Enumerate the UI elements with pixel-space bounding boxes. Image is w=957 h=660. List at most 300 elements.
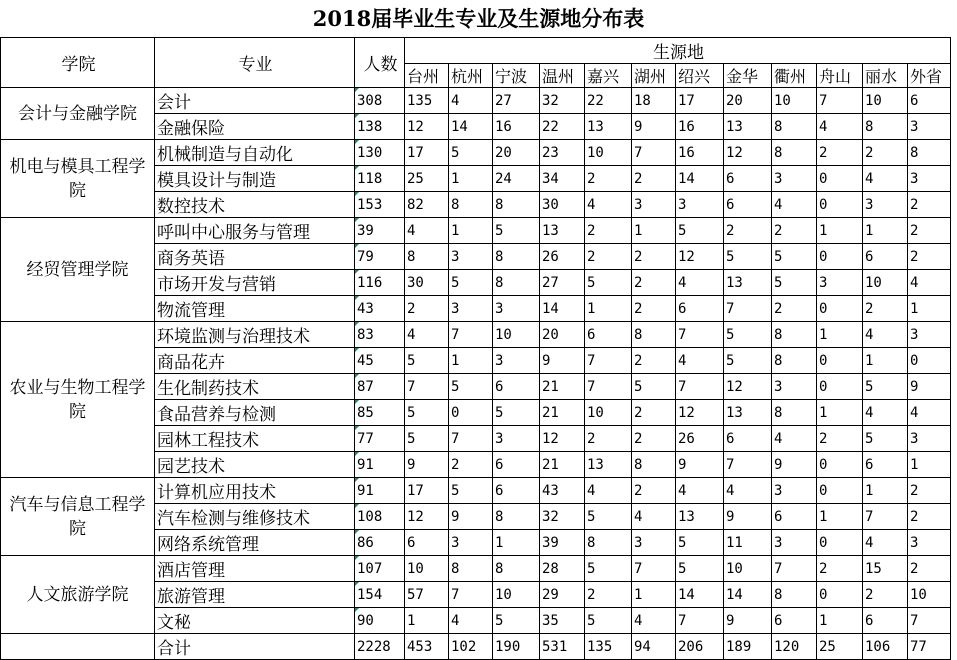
cell-marker-icon: [355, 140, 359, 144]
major-cell: 文秘: [155, 608, 355, 634]
region-value-cell: 2: [908, 478, 951, 504]
region-value-cell: 2: [863, 296, 908, 322]
count-value: 39: [357, 222, 374, 239]
count-value: 79: [357, 248, 374, 265]
region-value-cell: 8: [772, 322, 817, 348]
region-value-cell: 8: [493, 556, 540, 582]
region-value-cell: 22: [540, 114, 585, 140]
region-value-cell: 6: [585, 322, 632, 348]
region-value-cell: 4: [676, 478, 724, 504]
region-value-cell: 5: [724, 322, 772, 348]
region-value-cell: 3: [772, 374, 817, 400]
region-value-cell: 13: [540, 218, 585, 244]
region-value-cell: 3: [772, 530, 817, 556]
region-value-cell: 7: [772, 556, 817, 582]
region-value-cell: 2: [817, 556, 863, 582]
region-value-cell: 13: [724, 400, 772, 426]
cell-marker-icon: [355, 348, 359, 352]
count-cell: [355, 504, 405, 530]
region-value-cell: 3: [817, 270, 863, 296]
region-value-cell: 5: [772, 244, 817, 270]
region-value-cell: 6: [863, 244, 908, 270]
region-value-cell: 4: [863, 166, 908, 192]
distribution-table: [0, 37, 951, 660]
region-value-cell: 2: [908, 192, 951, 218]
table-row: [1, 218, 951, 244]
total-region-cell: 453: [405, 634, 449, 660]
cell-marker-icon: [355, 192, 359, 196]
count-cell: [355, 114, 405, 140]
count-cell: [355, 296, 405, 322]
college-cell: 汽车与信息工程学院: [1, 478, 155, 556]
region-header: 金华: [724, 64, 772, 88]
region-value-cell: 21: [540, 452, 585, 478]
region-value-cell: 18: [632, 88, 676, 114]
region-value-cell: 8: [405, 244, 449, 270]
college-cell: 会计与金融学院: [1, 88, 155, 140]
college-cell: 机电与模具工程学院: [1, 140, 155, 218]
region-value-cell: 15: [863, 556, 908, 582]
region-value-cell: 21: [540, 400, 585, 426]
region-value-cell: 6: [863, 452, 908, 478]
region-value-cell: 22: [585, 88, 632, 114]
region-value-cell: 11: [724, 530, 772, 556]
major-cell: 汽车检测与维修技术: [155, 504, 355, 530]
count-cell: [355, 140, 405, 166]
header-major: 专业: [155, 38, 355, 88]
region-value-cell: 29: [540, 582, 585, 608]
region-value-cell: 12: [405, 114, 449, 140]
region-value-cell: 6: [772, 608, 817, 634]
count-cell: [355, 556, 405, 582]
total-region-cell: 190: [493, 634, 540, 660]
cell-marker-icon: [355, 374, 359, 378]
region-value-cell: 14: [540, 296, 585, 322]
region-value-cell: 5: [676, 218, 724, 244]
region-value-cell: 7: [585, 374, 632, 400]
region-value-cell: 2: [585, 426, 632, 452]
region-value-cell: 10: [493, 322, 540, 348]
region-value-cell: 9: [540, 348, 585, 374]
region-value-cell: 2: [632, 270, 676, 296]
total-region-cell: 106: [863, 634, 908, 660]
region-value-cell: 14: [676, 582, 724, 608]
region-value-cell: 2: [908, 244, 951, 270]
region-value-cell: 5: [405, 348, 449, 374]
region-header: 温州: [540, 64, 585, 88]
region-value-cell: 2: [632, 348, 676, 374]
region-value-cell: 3: [493, 348, 540, 374]
region-value-cell: 27: [493, 88, 540, 114]
major-cell: 会计: [155, 88, 355, 114]
cell-marker-icon: [355, 478, 359, 482]
region-value-cell: 7: [724, 296, 772, 322]
region-value-cell: 0: [817, 192, 863, 218]
region-value-cell: 9: [724, 608, 772, 634]
count-value: 153: [357, 196, 383, 213]
region-value-cell: 6: [676, 296, 724, 322]
total-region-cell: 25: [817, 634, 863, 660]
header-origin: 生源地: [405, 38, 951, 64]
region-value-cell: 12: [676, 244, 724, 270]
region-value-cell: 3: [908, 530, 951, 556]
region-value-cell: 1: [863, 478, 908, 504]
major-cell: 网络系统管理: [155, 530, 355, 556]
region-value-cell: 2: [724, 218, 772, 244]
region-value-cell: 9: [405, 452, 449, 478]
region-value-cell: 5: [724, 244, 772, 270]
region-value-cell: 3: [908, 166, 951, 192]
region-value-cell: 30: [405, 270, 449, 296]
region-value-cell: 3: [908, 426, 951, 452]
region-value-cell: 8: [772, 348, 817, 374]
region-value-cell: 1: [817, 608, 863, 634]
region-value-cell: 5: [449, 374, 493, 400]
count-value: 91: [357, 456, 374, 473]
count-cell: [355, 400, 405, 426]
region-value-cell: 9: [908, 374, 951, 400]
region-value-cell: 0: [817, 582, 863, 608]
region-value-cell: 0: [817, 296, 863, 322]
region-value-cell: 2: [908, 218, 951, 244]
region-value-cell: 3: [632, 192, 676, 218]
region-value-cell: 8: [493, 244, 540, 270]
region-value-cell: 14: [676, 166, 724, 192]
region-value-cell: 4: [585, 192, 632, 218]
region-value-cell: 4: [908, 400, 951, 426]
region-header: 宁波: [493, 64, 540, 88]
region-value-cell: 12: [405, 504, 449, 530]
count-value: 130: [357, 144, 383, 161]
region-value-cell: 10: [863, 88, 908, 114]
region-value-cell: 20: [540, 322, 585, 348]
region-value-cell: 4: [632, 608, 676, 634]
region-value-cell: 7: [449, 322, 493, 348]
table-row: [1, 322, 951, 348]
region-value-cell: 5: [585, 504, 632, 530]
region-value-cell: 1: [493, 530, 540, 556]
region-value-cell: 4: [449, 608, 493, 634]
region-value-cell: 8: [632, 322, 676, 348]
region-value-cell: 7: [405, 374, 449, 400]
region-value-cell: 8: [493, 504, 540, 530]
cell-marker-icon: [355, 114, 359, 118]
region-value-cell: 4: [449, 88, 493, 114]
count-cell: [355, 166, 405, 192]
major-cell: 食品营养与检测: [155, 400, 355, 426]
region-value-cell: 10: [772, 88, 817, 114]
count-cell: [355, 608, 405, 634]
table-row: [1, 478, 951, 504]
region-value-cell: 27: [540, 270, 585, 296]
cell-marker-icon: [355, 504, 359, 508]
region-value-cell: 2: [585, 582, 632, 608]
region-value-cell: 1: [817, 322, 863, 348]
total-region-cell: 135: [585, 634, 632, 660]
region-value-cell: 34: [540, 166, 585, 192]
total-region-cell: 531: [540, 634, 585, 660]
region-value-cell: 6: [724, 166, 772, 192]
count-value: 138: [357, 118, 383, 135]
table-row: [1, 140, 951, 166]
table-title: 2018届毕业生专业及生源地分布表: [312, 6, 645, 31]
region-value-cell: 13: [585, 452, 632, 478]
region-value-cell: 2: [772, 296, 817, 322]
region-value-cell: 2: [817, 140, 863, 166]
region-header: 外省: [908, 64, 951, 88]
region-value-cell: 6: [772, 504, 817, 530]
region-value-cell: 4: [676, 270, 724, 296]
region-value-cell: 4: [676, 348, 724, 374]
region-value-cell: 7: [817, 88, 863, 114]
count-cell: [355, 478, 405, 504]
region-value-cell: 4: [405, 322, 449, 348]
region-value-cell: 13: [676, 504, 724, 530]
total-row: [1, 634, 951, 660]
count-cell: [355, 374, 405, 400]
region-value-cell: 5: [676, 556, 724, 582]
region-value-cell: 12: [676, 400, 724, 426]
region-value-cell: 8: [585, 530, 632, 556]
region-value-cell: 5: [632, 374, 676, 400]
count-value: 107: [357, 560, 383, 577]
cell-marker-icon: [355, 452, 359, 456]
major-cell: 生化制药技术: [155, 374, 355, 400]
cell-marker-icon: [355, 530, 359, 534]
region-value-cell: 7: [676, 322, 724, 348]
region-value-cell: 10: [863, 270, 908, 296]
region-value-cell: 8: [863, 114, 908, 140]
count-value: 116: [357, 274, 383, 291]
region-value-cell: 5: [585, 608, 632, 634]
region-value-cell: 4: [405, 218, 449, 244]
region-value-cell: 4: [817, 114, 863, 140]
count-value: 45: [357, 352, 374, 369]
region-value-cell: 5: [449, 478, 493, 504]
region-value-cell: 5: [585, 556, 632, 582]
region-value-cell: 2: [632, 296, 676, 322]
cell-marker-icon: [355, 244, 359, 248]
region-value-cell: 9: [449, 504, 493, 530]
region-value-cell: 1: [863, 348, 908, 374]
region-value-cell: 14: [449, 114, 493, 140]
region-value-cell: 24: [493, 166, 540, 192]
region-value-cell: 13: [724, 114, 772, 140]
region-header: 衢州: [772, 64, 817, 88]
major-cell: 物流管理: [155, 296, 355, 322]
region-value-cell: 3: [449, 296, 493, 322]
region-value-cell: 2: [585, 218, 632, 244]
region-value-cell: 8: [772, 140, 817, 166]
region-value-cell: 4: [863, 322, 908, 348]
region-value-cell: 6: [405, 530, 449, 556]
major-cell: 呼叫中心服务与管理: [155, 218, 355, 244]
region-value-cell: 8: [493, 270, 540, 296]
cell-marker-icon: [355, 218, 359, 222]
total-region-cell: 102: [449, 634, 493, 660]
region-value-cell: 5: [493, 400, 540, 426]
region-value-cell: 10: [724, 556, 772, 582]
region-value-cell: 1: [585, 296, 632, 322]
region-value-cell: 9: [632, 114, 676, 140]
count-value: 85: [357, 404, 374, 421]
count-value: 108: [357, 508, 383, 525]
region-value-cell: 3: [676, 192, 724, 218]
region-value-cell: 4: [863, 530, 908, 556]
region-value-cell: 20: [493, 140, 540, 166]
region-value-cell: 4: [863, 400, 908, 426]
region-value-cell: 0: [817, 374, 863, 400]
total-region-cell: 77: [908, 634, 951, 660]
region-value-cell: 1: [817, 218, 863, 244]
region-value-cell: 7: [908, 608, 951, 634]
region-value-cell: 2: [863, 140, 908, 166]
region-value-cell: 3: [632, 530, 676, 556]
major-cell: 模具设计与制造: [155, 166, 355, 192]
header-college: 学院: [1, 38, 155, 88]
region-value-cell: 5: [449, 270, 493, 296]
major-cell: 机械制造与自动化: [155, 140, 355, 166]
region-value-cell: 12: [724, 374, 772, 400]
total-region-cell: 120: [772, 634, 817, 660]
region-value-cell: 10: [405, 556, 449, 582]
count-cell: [355, 192, 405, 218]
region-value-cell: 10: [585, 400, 632, 426]
region-value-cell: 6: [493, 452, 540, 478]
region-value-cell: 2: [772, 218, 817, 244]
region-value-cell: 5: [676, 530, 724, 556]
region-value-cell: 3: [493, 426, 540, 452]
region-value-cell: 8: [772, 582, 817, 608]
major-cell: 计算机应用技术: [155, 478, 355, 504]
region-value-cell: 8: [772, 114, 817, 140]
count-value: 308: [357, 92, 383, 109]
count-value: 43: [357, 300, 374, 317]
region-value-cell: 5: [405, 400, 449, 426]
region-value-cell: 7: [632, 140, 676, 166]
region-value-cell: 3: [449, 244, 493, 270]
region-value-cell: 5: [405, 426, 449, 452]
region-value-cell: 1: [908, 296, 951, 322]
major-cell: 金融保险: [155, 114, 355, 140]
college-cell: 农业与生物工程学院: [1, 322, 155, 478]
count-cell: [355, 348, 405, 374]
region-value-cell: 3: [493, 296, 540, 322]
region-value-cell: 0: [817, 166, 863, 192]
region-value-cell: 23: [540, 140, 585, 166]
region-value-cell: 2: [817, 426, 863, 452]
table-row: [1, 88, 951, 114]
region-value-cell: 35: [540, 608, 585, 634]
region-value-cell: 9: [724, 504, 772, 530]
region-value-cell: 8: [449, 192, 493, 218]
region-value-cell: 3: [908, 114, 951, 140]
region-value-cell: 1: [863, 218, 908, 244]
count-cell: [355, 88, 405, 114]
region-value-cell: 1: [449, 348, 493, 374]
region-value-cell: 1: [405, 608, 449, 634]
region-value-cell: 17: [405, 140, 449, 166]
region-value-cell: 39: [540, 530, 585, 556]
region-value-cell: 2: [632, 426, 676, 452]
region-value-cell: 20: [724, 88, 772, 114]
total-region-cell: 189: [724, 634, 772, 660]
region-header: 舟山: [817, 64, 863, 88]
cell-marker-icon: [355, 270, 359, 274]
region-value-cell: 17: [676, 88, 724, 114]
region-value-cell: 1: [632, 582, 676, 608]
region-value-cell: 2: [632, 244, 676, 270]
region-header: 杭州: [449, 64, 493, 88]
region-value-cell: 1: [817, 400, 863, 426]
region-header: 嘉兴: [585, 64, 632, 88]
region-value-cell: 30: [540, 192, 585, 218]
region-value-cell: 4: [772, 192, 817, 218]
major-cell: 商务英语: [155, 244, 355, 270]
region-value-cell: 7: [632, 556, 676, 582]
region-value-cell: 28: [540, 556, 585, 582]
college-cell: 人文旅游学院: [1, 556, 155, 634]
region-value-cell: 7: [676, 608, 724, 634]
region-value-cell: 8: [632, 452, 676, 478]
total-count: 2228: [355, 634, 405, 660]
region-value-cell: 25: [405, 166, 449, 192]
region-value-cell: 1: [449, 166, 493, 192]
count-value: 77: [357, 430, 374, 447]
count-cell: [355, 582, 405, 608]
region-value-cell: 0: [817, 478, 863, 504]
region-value-cell: 135: [405, 88, 449, 114]
region-value-cell: 7: [585, 348, 632, 374]
header-count: 人数: [355, 38, 405, 88]
cell-marker-icon: [355, 166, 359, 170]
region-value-cell: 10: [585, 140, 632, 166]
count-value: 83: [357, 326, 374, 343]
region-value-cell: 0: [817, 244, 863, 270]
region-value-cell: 0: [908, 348, 951, 374]
count-value: 118: [357, 170, 383, 187]
count-cell: [355, 218, 405, 244]
region-value-cell: 26: [676, 426, 724, 452]
cell-marker-icon: [355, 608, 359, 612]
region-value-cell: 57: [405, 582, 449, 608]
region-value-cell: 16: [493, 114, 540, 140]
region-value-cell: 2: [863, 582, 908, 608]
region-value-cell: 2: [585, 244, 632, 270]
region-value-cell: 16: [676, 114, 724, 140]
cell-marker-icon: [355, 400, 359, 404]
cell-marker-icon: [355, 556, 359, 560]
count-cell: [355, 452, 405, 478]
major-cell: 市场开发与营销: [155, 270, 355, 296]
major-cell: 旅游管理: [155, 582, 355, 608]
region-value-cell: 1: [908, 452, 951, 478]
major-cell: 园林工程技术: [155, 426, 355, 452]
region-value-cell: 2: [632, 400, 676, 426]
region-value-cell: 6: [908, 88, 951, 114]
region-value-cell: 10: [908, 582, 951, 608]
region-value-cell: 8: [493, 192, 540, 218]
region-value-cell: 6: [493, 478, 540, 504]
region-value-cell: 7: [863, 504, 908, 530]
major-cell: 商品花卉: [155, 348, 355, 374]
count-value: 91: [357, 482, 374, 499]
region-value-cell: 3: [863, 192, 908, 218]
region-value-cell: 2: [632, 166, 676, 192]
region-value-cell: 0: [817, 452, 863, 478]
count-cell: [355, 530, 405, 556]
region-value-cell: 5: [585, 270, 632, 296]
